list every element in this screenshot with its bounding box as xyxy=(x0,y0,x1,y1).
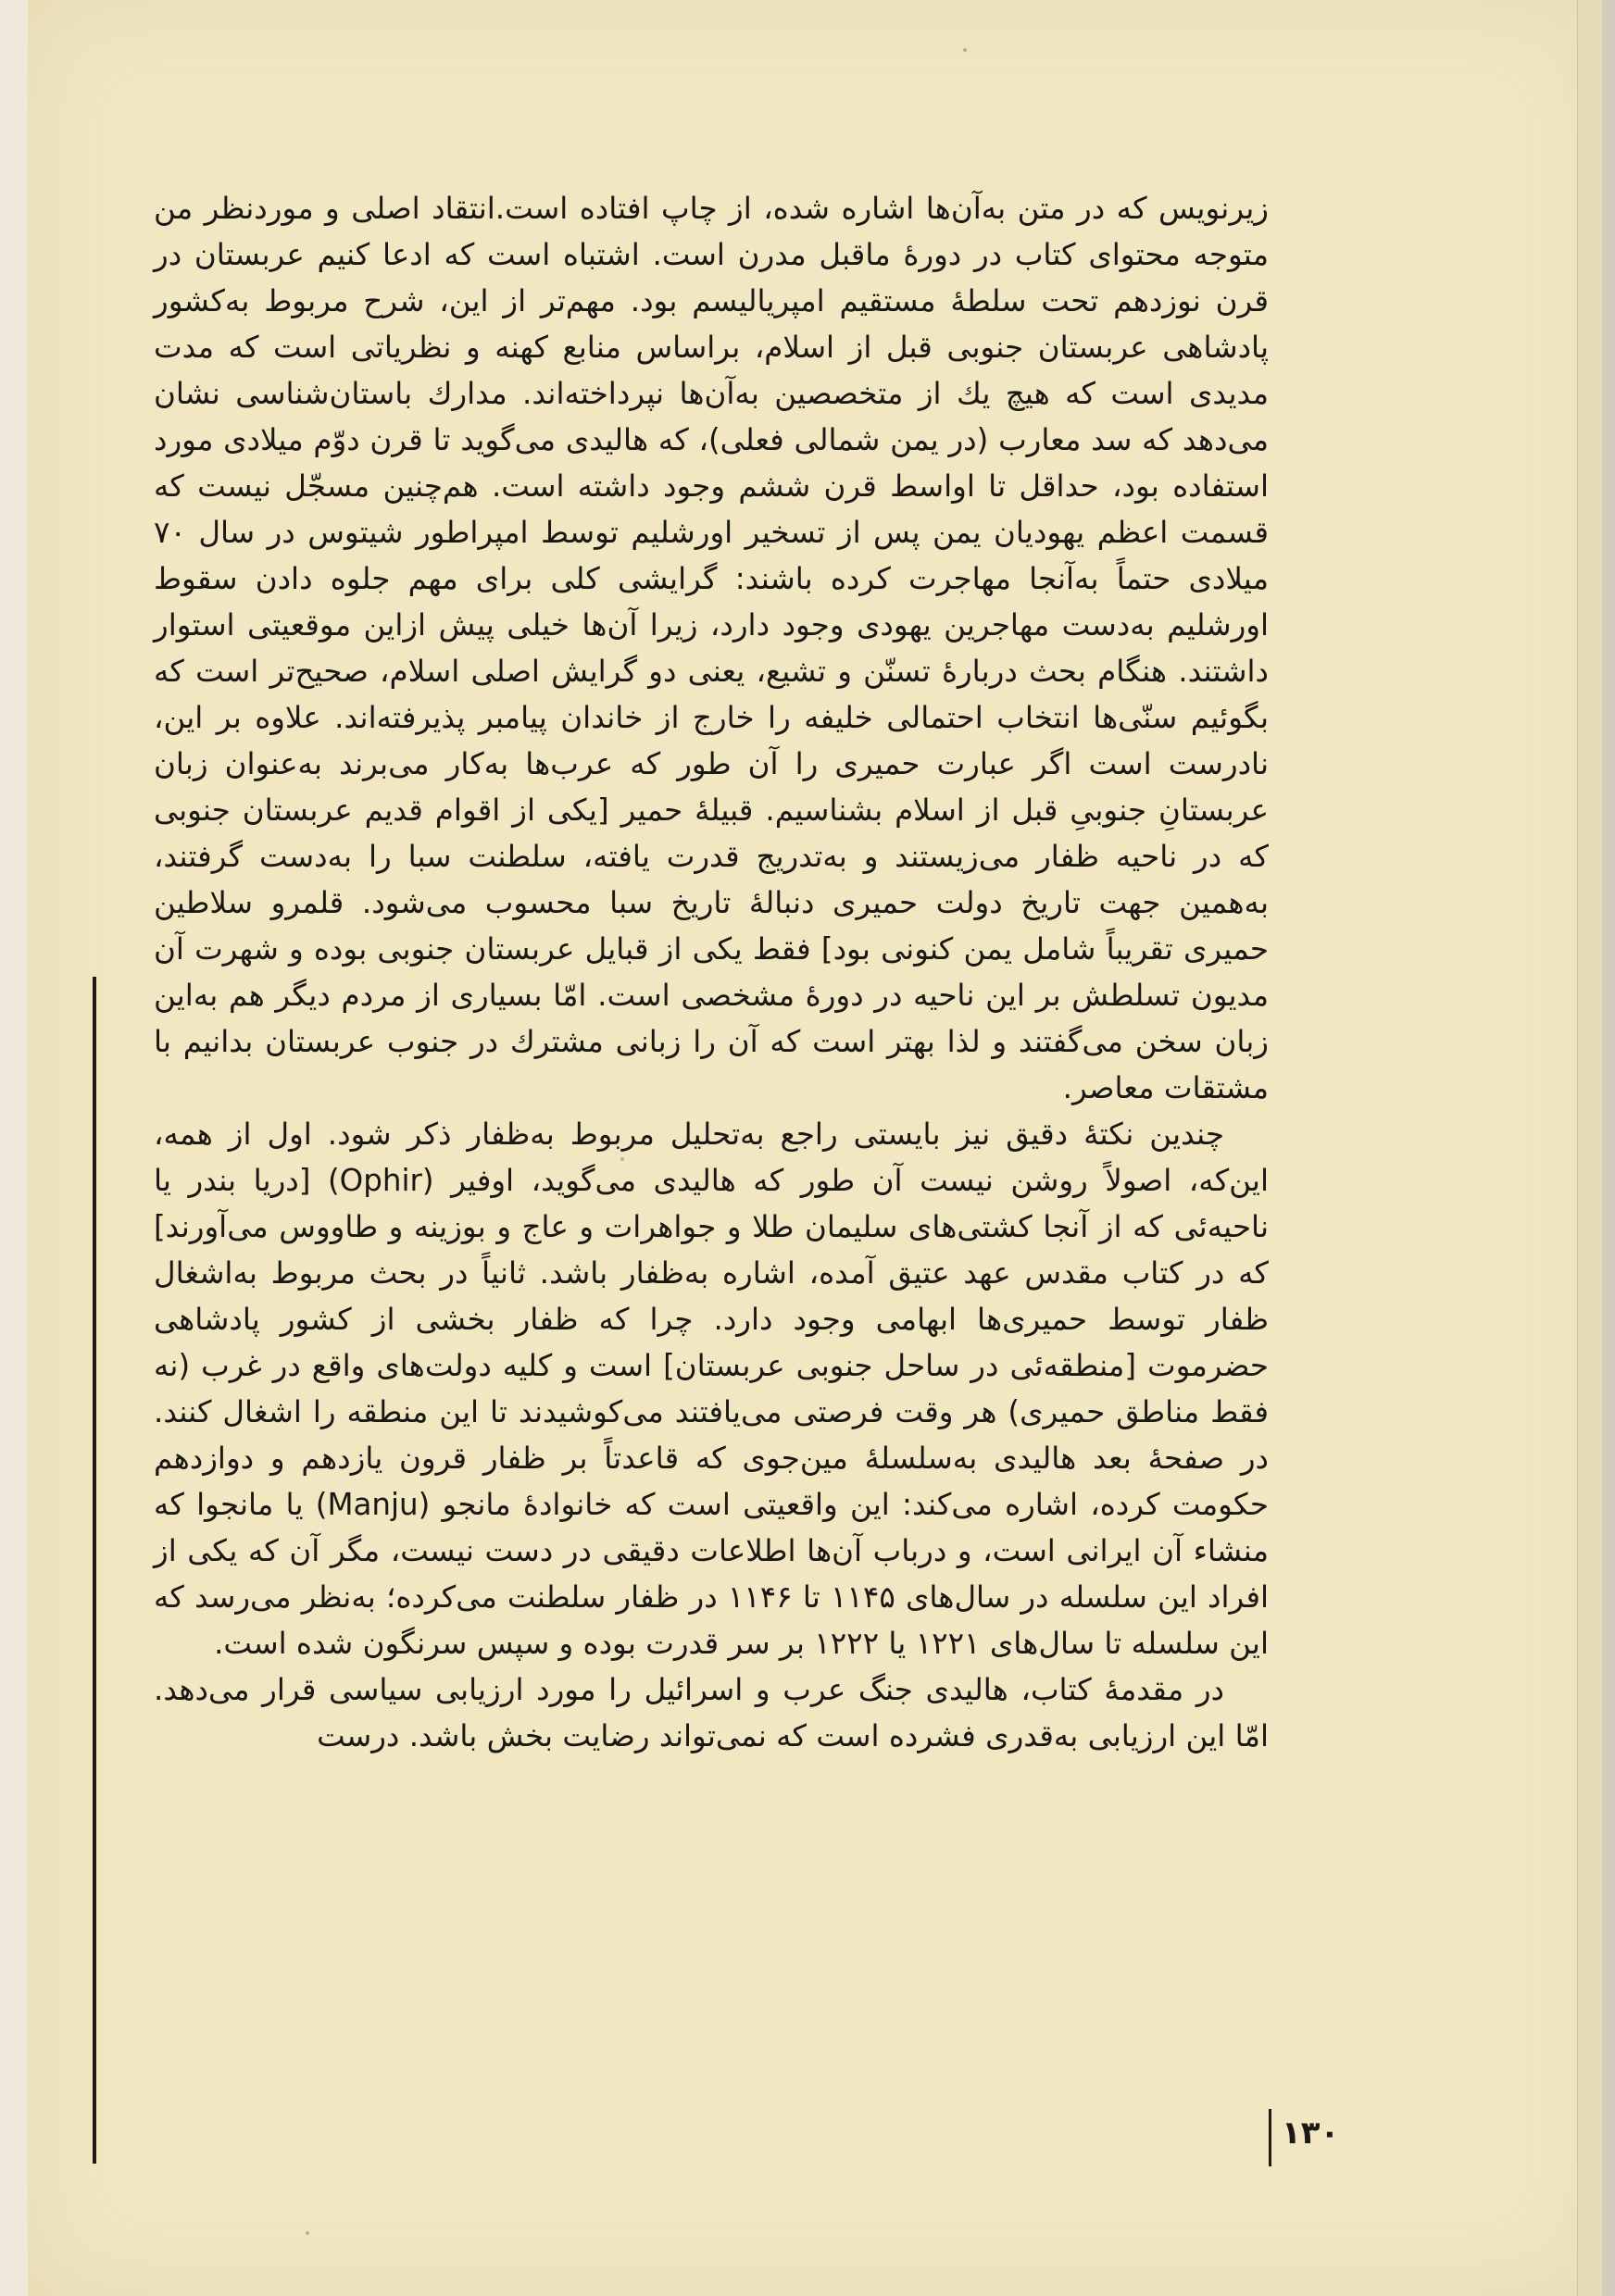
scan-left-edge xyxy=(0,0,28,2296)
body-text-column xyxy=(154,185,1269,1759)
margin-rule xyxy=(93,977,96,2164)
paragraph-2: چندین نکتهٔ دقیق نیز بایستی راجع به‌تحلیل مربوط به‌ظفار ذکر شود. اول از همه، این‌که، اصولاً روشن نیست آن طور که هالیدی می‌گوید، اوفیر (Ophir) [دریا بندر یا ناحیه‌ئی که از آنجا کشتی‌های سلیمان طلا و جواهرات و عاج و بوزینه و طاووس می‌آورند] که در کتاب مقدس عهد عتیق آمده، اشاره به‌ظفار باشد. ثانیاً در بحث مربوط به‌اشغال ظفار توسط حمیری‌ها ابهامی وجود دارد. چرا که ظفار بخشی از کشور پادشاهی حضرموت [منطقه‌ئی در ساحل جنوبی عربستان] است و کلیه دولت‌های واقع در غرب (نه فقط مناطق حمیری) هر وقت فرصتی می‌یافتند می‌کوشیدند تا این منطقه را اشغال کنند. در صفحهٔ بعد هالیدی به‌سلسلهٔ مین‌جوی که قاعدتاً بر ظفار قرون یازدهم و دوازدهم حکومت کرده، اشاره می‌کند: این واقعیتی است که خانوادهٔ مانجو (Manju) یا مانجوا که منشاء آن ایرانی است، و درباب آن‌ها اطلاعات دقیقی در دست نیست، مگر آن که یکی از افراد این سلسله در سال‌های ۱۱۴۵ تا ۱۱۴۶ در ظفار سلطنت می‌کرده؛ به‌نظر می‌رسد که این سلسله تا سال‌های ۱۲۲۱ یا ۱۲۲۲ بر سر قدرت بوده و سپس سرنگون شده است. xyxy=(154,1117,1270,1661)
page-number: ١٣٠ xyxy=(1282,2115,1340,2152)
paragraph-1: زیرنویس که در متن به‌آن‌ها اشاره شده، از چاپ افتاده است.انتقاد اصلی و موردنظر من متوجه محتوای کتاب در دورهٔ ماقبل مدرن است. اشتباه است که ادعا کنیم عربستان در قرن نوزدهم تحت سلطهٔ مستقیم امپریالیسم بود. مهم‌تر از این، شرح مربوط به‌کشور پادشاهی عربستان جنوبی قبل از اسلام، براساس منابع کهنه و نظریاتی است که مدت مدیدی است که هیچ یك از متخصصین به‌آن‌ها نپرداخته‌اند. مدارك باستان‌شناسی نشان می‌دهد که سد معارب (در یمن شمالی فعلی)، که هالیدی می‌گوید تا قرن دوّم میلادی مورد استفاده بود، حداقل تا اواسط قرن ششم وجود داشته است. هم‌چنین مسجّل نیست که قسمت اعظم یهودیان یمن پس از تسخیر اورشلیم توسط امپراطور شیتوس در سال ۷۰ میلادی حتماً به‌آنجا مهاجرت کرده باشند: گرایشی کلی برای مهم جلوه دادن سقوط اورشلیم به‌دست مهاجرین یهودی وجود دارد، زیرا آن‌ها خیلی پیش ازاین موقعیتی استوار داشتند. هنگام بحث دربارهٔ تسنّن و تشیع، یعنی دو گرایش اصلی اسلام، صحیح‌تر است که بگوئیم سنّی‌ها انتخاب احتمالی خلیفه را خارج از خاندان پیامبر پذیرفته‌اند. علاوه بر این، نادرست است اگر عبارت حمیری را آن طور که عرب‌ها به‌کار می‌برند به‌عنوان زبان عربستانِ جنوبیِ قبل از اسلام بشناسیم. قبیلهٔ حمیر [یکی از اقوام قدیم عربستان جنوبی که در ناحیه ظفار می‌زیستند و به‌تدریج قدرت یافته، سلطنت سبا را به‌دست گرفتند، به‌همین جهت تاریخ دولت حمیری دنبالهٔ تاریخ سبا محسوب می‌شود. قلمرو سلاطین حمیری تقریباً شامل یمن کنونی بود] فقط یکی از قبایل عربستان جنوبی بوده و شهرت آن مدیون تسلطش بر این ناحیه در دورهٔ مشخصی است. امّا بسیاری از مردم دیگر هم به‌این زبان سخن می‌گفتند و لذا بهتر است که آن را زبانی مشترك در جنوب عربستان بدانیم با مشتقات معاصر. xyxy=(154,191,1269,1105)
paper-speck xyxy=(306,2231,309,2235)
page-right-edge xyxy=(1577,0,1602,2296)
page-number-rule xyxy=(1269,2109,1271,2166)
paper-speck xyxy=(963,48,967,52)
paragraph-3: در مقدمهٔ کتاب، هالیدی جنگ عرب و اسرائیل را مورد ارزیابی سیاسی قرار می‌دهد. امّا این ارزیابی به‌قدری فشرده است که نمی‌تواند رضایت بخش باشد. درست xyxy=(154,1672,1269,1753)
